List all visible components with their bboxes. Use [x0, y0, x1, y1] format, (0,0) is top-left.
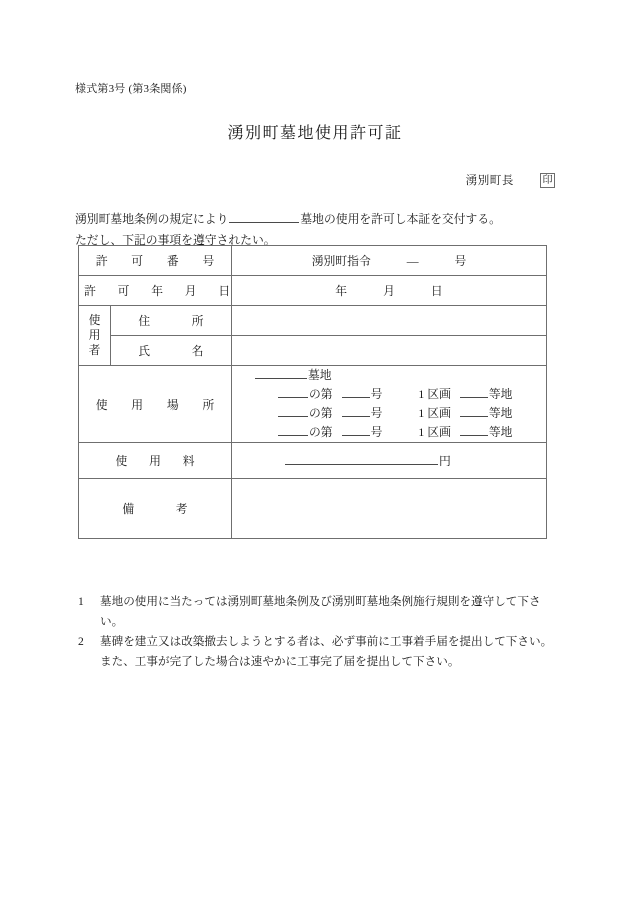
place-grade-unit-3: 等地	[488, 425, 513, 439]
intro-text-after-blank: 墓地の使用を許可し本証を交付する。	[300, 212, 501, 226]
user-address-value[interactable]	[232, 306, 547, 336]
place-entry-line-1	[232, 385, 546, 404]
place-block-blank-2[interactable]	[278, 405, 308, 417]
fee-value[interactable]	[232, 443, 547, 479]
place-label: 使 用 場 所	[79, 366, 232, 443]
issuer-line	[466, 172, 555, 188]
remarks-label: 備 考	[79, 479, 232, 539]
place-section-2: 1 区画	[418, 406, 451, 420]
user-name-label: 氏 名	[111, 336, 232, 366]
place-cemetery-line	[232, 366, 546, 385]
fee-amount-blank[interactable]	[285, 453, 438, 465]
permit-number-dash: —	[406, 254, 419, 268]
place-section-3: 1 区画	[418, 425, 451, 439]
place-grade-unit-1: 等地	[488, 387, 513, 401]
note-1-line-2: い。	[100, 615, 124, 628]
note-2-line-1: 墓碑を建立又は改築撤去しようとする者は、必ず事前に工事着手届を提出して下さい。	[100, 635, 553, 648]
form-code: 様式第3号 (第3条関係)	[75, 83, 187, 95]
page-title: 湧別町墓地使用許可証	[227, 125, 403, 142]
permit-date-value[interactable]	[232, 276, 547, 306]
place-grade-unit-2: 等地	[488, 406, 513, 420]
user-label-char-1: 使	[88, 313, 101, 327]
intro-text-before-blank: 湧別町墓地条例の規定により	[75, 212, 229, 226]
place-number-blank-3[interactable]	[342, 424, 370, 436]
user-label-char-3: 者	[88, 343, 101, 357]
seal-stamp-icon: 印	[540, 173, 555, 188]
user-label-char-2: 用	[88, 328, 101, 342]
table-row-fee	[79, 443, 547, 479]
permit-number-label: 許 可 番 号	[79, 246, 232, 276]
table-row-user-name	[79, 336, 547, 366]
permit-date-month: 月	[383, 284, 395, 298]
issuer-name: 湧別町長	[465, 175, 514, 187]
note-number-1: 1	[78, 595, 84, 608]
place-block-blank-1[interactable]	[278, 386, 308, 398]
place-value[interactable]	[232, 366, 547, 443]
place-block-blank-3[interactable]	[278, 424, 308, 436]
note-1-line-1: 墓地の使用に当たっては湧別町墓地条例及び湧別町墓地条例施行規則を遵守して下さ	[100, 595, 541, 608]
intro-line-2: ただし、下記の事項を遵守されたい。	[75, 233, 276, 247]
note-2-line-2: また、工事が完了した場合は速やかに工事完了届を提出して下さい。	[100, 655, 460, 668]
intro-line-1	[75, 209, 501, 230]
permit-number-value[interactable]	[232, 246, 547, 276]
user-name-value[interactable]	[232, 336, 547, 366]
place-of-2: の第	[309, 406, 333, 420]
note-text-2	[100, 632, 564, 672]
place-number-blank-1[interactable]	[342, 386, 370, 398]
notes-list	[74, 592, 564, 672]
permit-date-label: 許 可 年 月 日	[79, 276, 232, 306]
place-grade-blank-3[interactable]	[460, 424, 488, 436]
place-number-unit-1: 号	[370, 387, 383, 401]
note-item-2	[74, 632, 564, 672]
note-item-1	[74, 592, 564, 632]
place-number-blank-2[interactable]	[342, 405, 370, 417]
permit-date-year: 年	[335, 284, 348, 298]
cemetery-name-blank[interactable]	[229, 211, 299, 223]
fee-label: 使 用 料	[79, 443, 232, 479]
table-row-user-address	[79, 306, 547, 336]
user-label	[79, 306, 111, 366]
place-number-unit-2: 号	[370, 406, 383, 420]
table-row-place	[79, 366, 547, 443]
place-entry-line-3	[232, 423, 546, 442]
place-grade-blank-2[interactable]	[460, 405, 488, 417]
table-row-permit-date	[79, 276, 547, 306]
place-of-3: の第	[309, 425, 333, 439]
remarks-value[interactable]	[232, 479, 547, 539]
permit-number-suffix: 号	[454, 254, 467, 268]
table-row-permit-number	[79, 246, 547, 276]
fee-amount-line	[232, 452, 546, 469]
fee-currency: 円	[439, 454, 451, 468]
note-text-1	[100, 592, 564, 632]
table-row-remarks	[79, 479, 547, 539]
user-address-label: 住 所	[111, 306, 232, 336]
place-entry-line-2	[232, 404, 546, 423]
permit-date-day: 日	[430, 284, 443, 298]
place-grade-blank-1[interactable]	[460, 386, 488, 398]
place-of-1: の第	[309, 387, 333, 401]
place-section-1: 1 区画	[418, 387, 451, 401]
place-cemetery-suffix: 墓地	[308, 368, 332, 382]
note-number-2: 2	[78, 635, 84, 648]
place-cemetery-blank[interactable]	[255, 367, 307, 379]
place-number-unit-3: 号	[370, 425, 383, 439]
permit-number-prefix: 湧別町指令	[311, 254, 371, 268]
permit-table	[78, 245, 547, 539]
